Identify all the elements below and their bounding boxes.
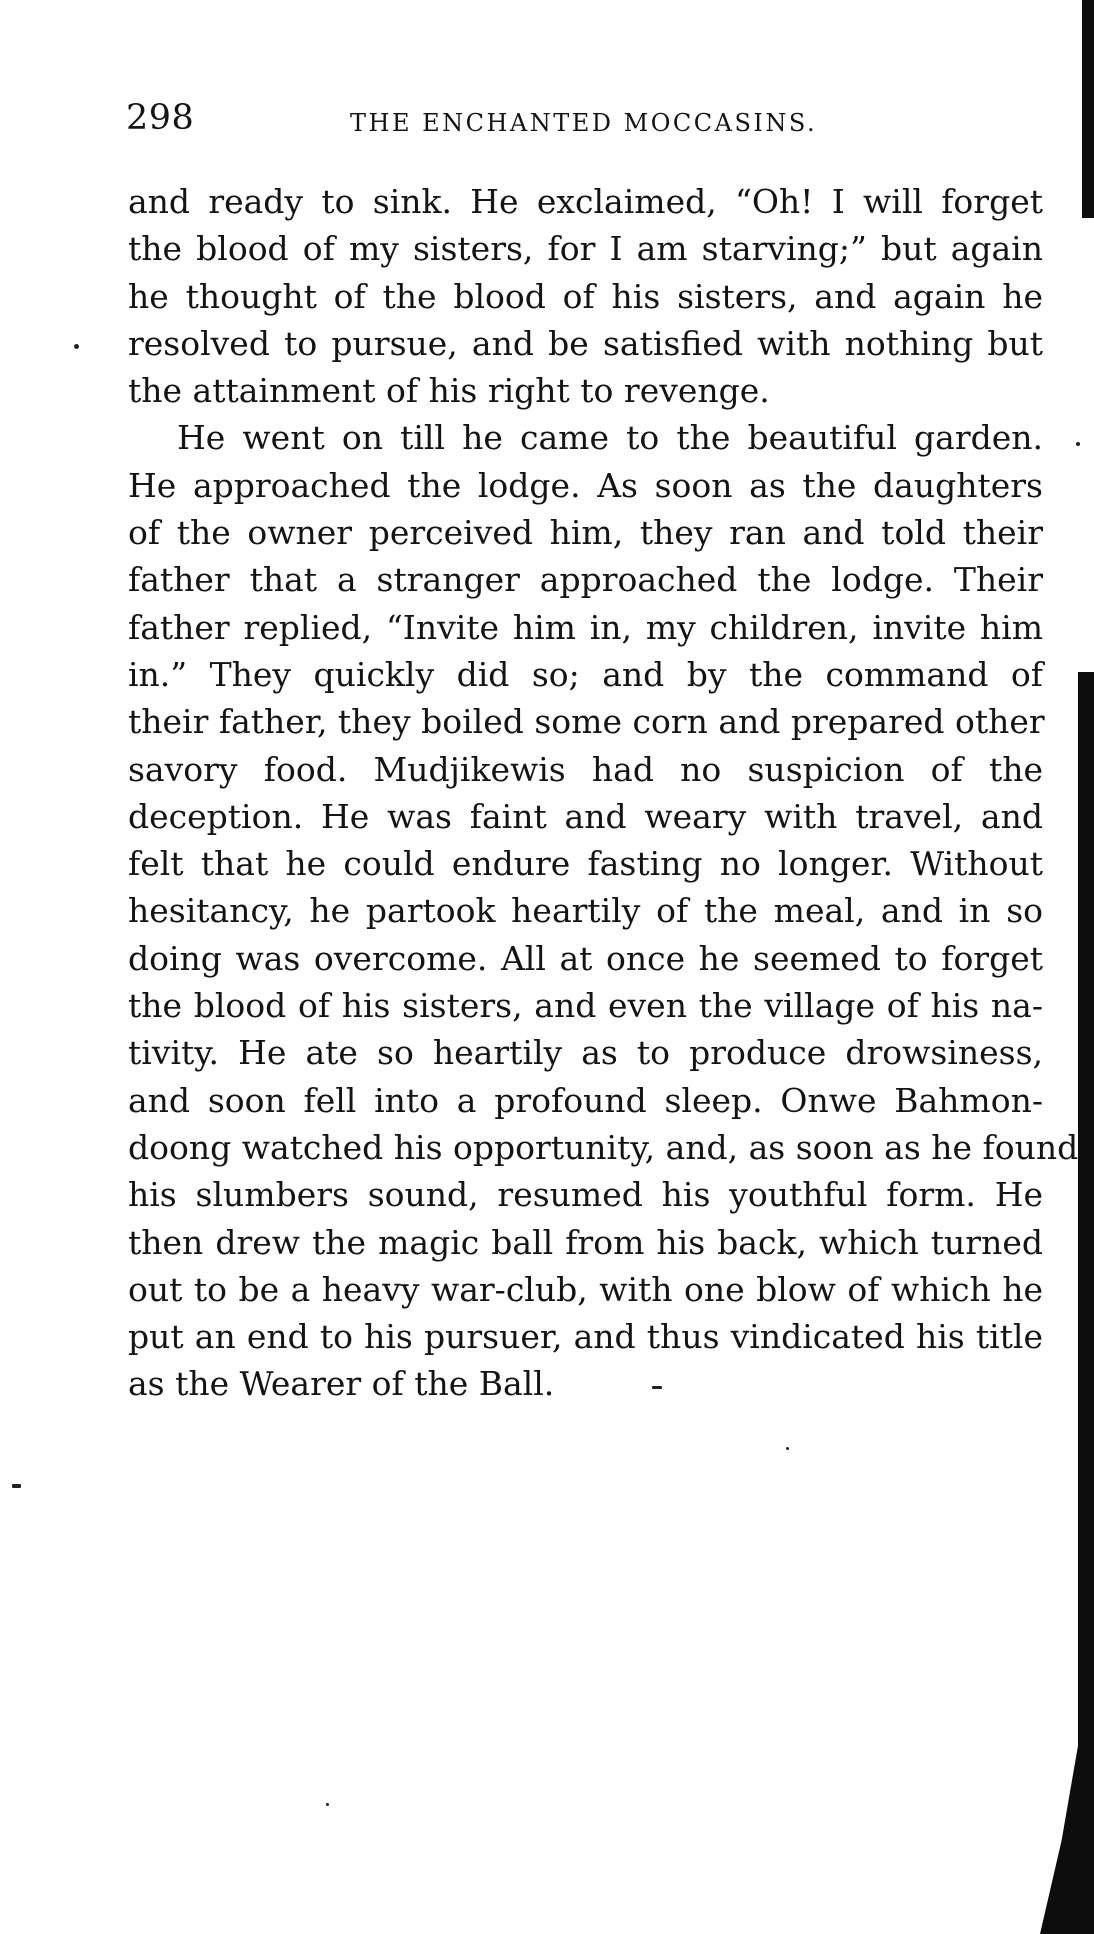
text-line: then drew the magic ball from his back, which turned xyxy=(128,1222,1043,1262)
text-line: hesitancy, he partook heartily of the meal, and in so xyxy=(128,891,1043,931)
running-head: THE ENCHANTED MOCCASINS. xyxy=(350,109,818,137)
text-line: the blood of my sisters, for I am starving;” but again xyxy=(128,229,1043,269)
text-line: felt that he could endure fasting no longer. Without xyxy=(128,844,1043,884)
body-text xyxy=(128,178,1079,1408)
text-line: tivity. He ate so heartily as to produce drowsiness, xyxy=(128,1033,1043,1073)
text-line: savory food. Mudjikewis had no suspicion of the xyxy=(128,749,1043,789)
text-line: deception. He was faint and weary with travel, and xyxy=(128,796,1043,836)
text-line: He went on till he came to the beautiful garden. xyxy=(177,418,1043,458)
text-line: doing was overcome. All at once he seemed to forget xyxy=(128,938,1043,978)
scan-edge-top xyxy=(1082,0,1094,218)
text-line: the attainment of his right to revenge. xyxy=(128,371,770,411)
text-line: in.” They quickly did so; and by the command of xyxy=(128,654,1043,694)
text-line: father replied, “Invite him in, my children, invite him xyxy=(128,607,1043,647)
text-line: his slumbers sound, resumed his youthful form. He xyxy=(128,1175,1043,1215)
scan-speck xyxy=(74,344,79,349)
scan-speck xyxy=(1076,442,1080,446)
text-line: father that a stranger approached the lodge. Their xyxy=(128,560,1043,600)
text-line: resolved to pursue, and be satisfied with nothing but xyxy=(128,323,1043,363)
text-line: their father, they boiled some corn and prepared other xyxy=(128,702,1045,742)
text-line: of the owner perceived him, they ran and told their xyxy=(128,513,1043,553)
page-number: 298 xyxy=(126,98,195,138)
text-line: as the Wearer of the Ball. xyxy=(128,1364,555,1404)
text-line: he thought of the blood of his sisters, and again he xyxy=(128,276,1043,316)
text-line: and ready to sink. He exclaimed, “Oh! I will forget xyxy=(128,182,1043,221)
scan-speck xyxy=(12,1484,21,1488)
text-line: put an end to his pursuer, and thus vindicated his title xyxy=(128,1317,1043,1357)
scan-speck xyxy=(326,1803,329,1806)
scan-speck xyxy=(786,1447,789,1450)
text-line: doong watched his opportunity, and, as soon as he found xyxy=(128,1127,1079,1167)
scan-edge-taper xyxy=(1040,1700,1094,1934)
text-line: the blood of his sisters, and even the village of his na- xyxy=(128,986,1043,1026)
text-line: out to be a heavy war-club, with one blow of which he xyxy=(128,1269,1043,1309)
text-line: and soon fell into a profound sleep. Onwe Bahmon- xyxy=(128,1080,1043,1120)
text-line: He approached the lodge. As soon as the daughters xyxy=(128,465,1043,505)
scan-speck xyxy=(652,1386,662,1389)
